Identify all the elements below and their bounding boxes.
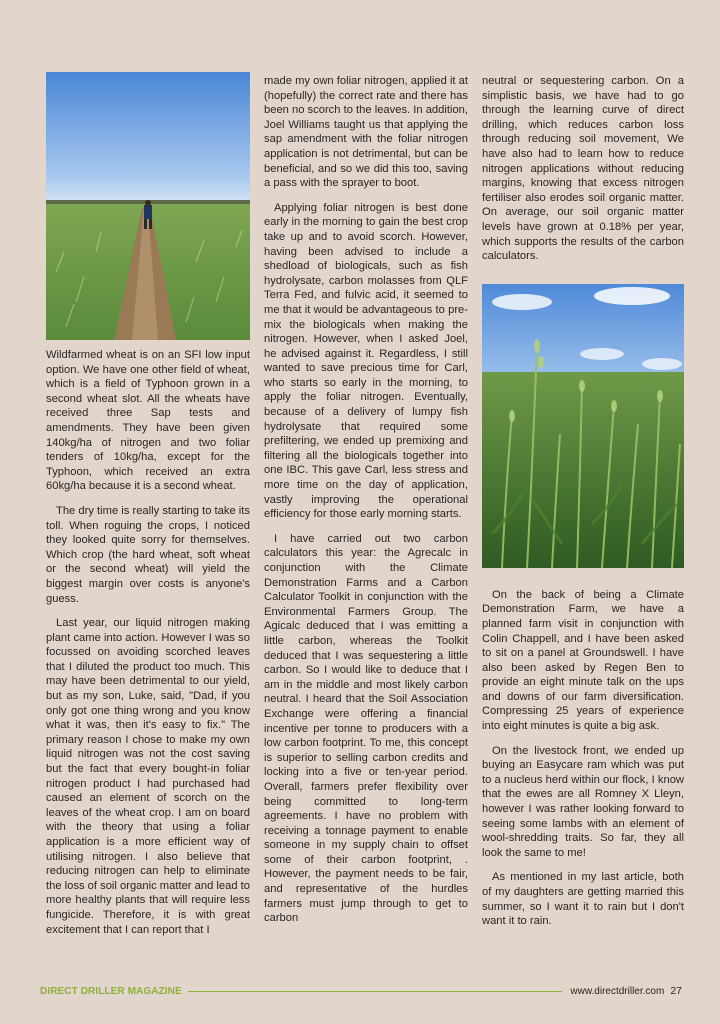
paragraph: I have carried out two carbon calculators this year: the Agrecalc in conjunction with the Climate Demonstration Farms and a Carbon Calculator Toolkit in conjunction with the Environmental Farmers Group. The Agicalc deduced that I was emitting a little carbon, whereas the Toolkit deduced that I was sequestering a little carbon. So I would like to deduce that I am in the middle and most likely carbon neutral. I heard that the Soil Association Exchange were offering a financial incentive per tonne to producers with a low carbon footprint. To me, this concept is superior to selling carbon credits and locking into a five or ten-year period. Overall, farmers prefer flexibility over being committed to long-term agreements. I have no problem with receiving a tonnage payment to enable someone in my supply chain to offset some of their carbon footprint, . However, the payment needs to be fair, and representative of the hurdles farmers must jump through to get to carbon — [264, 532, 468, 925]
magazine-name: DIRECT DRILLER MAGAZINE — [40, 985, 182, 997]
paragraph: Last year, our liquid nitrogen making plant came into action. However I was so focussed on avoiding scorched leaves that I diluted the product too much. This may have been detrimental to our yield, but as my son, Luke, said, "Dad, if you only got one thing wrong and you know what it was, then it's easy to fix." The primary reason I chose to make my own liquid nitrogen was not the cost saving but the fact that every bought-in foliar nitrogen product I had purchased had caused an element of scorch on the leaves of the wheat crop. I am on board with the theory that using a foliar application is a more efficient way of utilising nitrogen. I also believe that reducing nitrogen can help to eliminate the loss of soil organic matter and lead to more healthy plants that will require less fungicide. Therefore, it is with great excitement that I can report that I — [46, 617, 250, 936]
paragraph: Applying foliar nitrogen is best done early in the morning to gain the best crop take up and to avoid scorch. However, having been advised to include a shedload of biologicals, such as fish hydrolysate, carbon molasses from QLF Terra Fed, and fulvic acid, it seemed to me that it would be advantageous to pre-mix the biologicals when making the nitrogen. However, when I asked Joel, he advised against it. Regardless, I still wanted to save precious time for Carl, who starts so early in the morning, to apply the foliar nitrogen. Eventually, because of a delivery of lumpy fish hydrolysate that required some prefiltering, we ended up premixing and filtering all the biologicals together into one IBC. This gave Carl, less stress and more time on the day of application, vastly improving the operational efficiency for those early morning starts. — [264, 201, 468, 521]
page-footer — [40, 984, 682, 998]
column-1 — [46, 72, 250, 947]
paragraph: neutral or sequestering carbon. On a simplistic basis, we have had to go through the learning curve of direct drilling, which reduces carbon loss through reducing soil movement, We have also had to learn how to reduce nitrogen applications without reducing margins, knowing that excess nitrogen fertiliser also erodes soil organic matter. On average, our soil organic matter levels have grown at 0.18% per year, which supports the results of the carbon calculators. — [482, 75, 684, 263]
website-link[interactable]: www.directdriller.com — [570, 985, 665, 997]
column-2 — [264, 74, 468, 936]
column-3 — [482, 74, 684, 939]
paragraph: On the back of being a Climate Demonstration Farm, we have a planned farm visit in conjunction with Colin Chappell, and I have been asked to sit on a panel at Groundswell. I have also been asked by Regen Ben to provide an eight minute talk on the ups and downs of our farm diversification. Compressing 25 years of experience into eight minutes is quite a big ask. — [482, 588, 684, 733]
paragraph: The dry time is really starting to take its toll. When roguing the crops, I noticed they looked quite sorry for themselves. Which crop (the hard wheat, soft wheat or the second wheat) will yield the biggest margin over costs is anyone's guess. — [46, 504, 250, 605]
paragraph: Wildfarmed wheat is on an SFI low input option. We have one other field of wheat, which is a field of Typhoon grown in a second wheat slot. All the wheats have received three Sap tests and amendments. They have been given 140kg/ha of nitrogen and two foliar tenders of 10kg/ha, except for the Typhoon, which received an extra 60kg/ha because it is a second wheat. — [46, 349, 250, 493]
paragraph: As mentioned in my last article, both of my daughters are getting married this summer, so I want it to rain but I don't want it to rain. — [482, 871, 684, 928]
oat-crop-photo — [482, 284, 684, 568]
wheat-field-photo — [46, 72, 250, 340]
paragraph: made my own foliar nitrogen, applied it at (hopefully) the correct rate and there has been no scorch to the leaves. In addition, Joel Williams taught us that applying the sap amendment with the foliar nitrogen application is not detrimental, but can be beneficial, and so we did this too, saving a pass with the sprayer to boot. — [264, 75, 468, 190]
page-number: 27 — [670, 985, 682, 997]
footer-rule — [188, 991, 563, 992]
paragraph: On the livestock front, we ended up buying an Easycare ram which was put to a nucleus herd within our flock, I know that the ewes are all Romney X Lleyn, however I was rather looking forward to seeing some lambs with an element of wool-shredding traits. So far, they all look the same to me! — [482, 744, 684, 859]
